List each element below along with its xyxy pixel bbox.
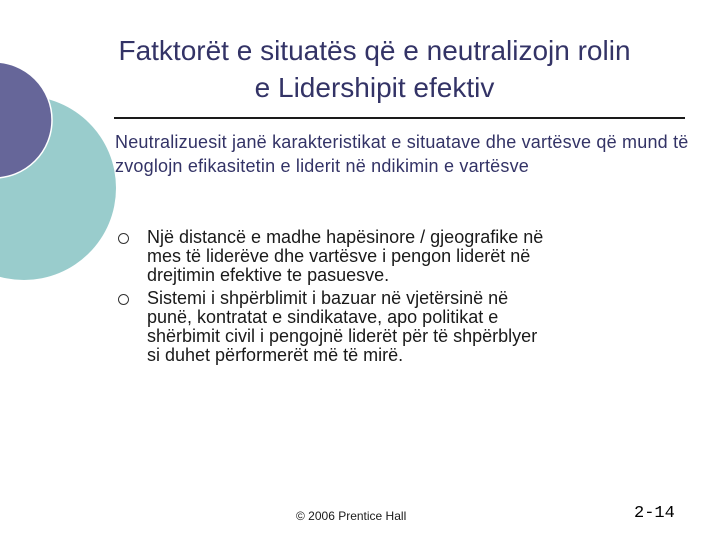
copyright-footer: © 2006 Prentice Hall (296, 509, 407, 523)
hollow-circle-bullet-icon (118, 233, 129, 244)
title-underline (114, 117, 685, 119)
bullet-line: shërbimit civil i pengojnë liderët për të shpërblyer (147, 326, 538, 346)
page-number: 2-14 (634, 504, 675, 523)
bullet-line: Sistemi i shpërblimit i bazuar në vjetërsinë në (147, 288, 509, 308)
bullet-line: drejtimin efektive te pasuesve. (147, 265, 390, 285)
slide-heading: Neutralizuesit janë karakteristikat e situatave dhe vartësve që mund të zvoglojn efikasitetin e liderit në ndikimin e vartësve (115, 132, 689, 176)
bullet-line: punë, kontratat e sindikatave, apo politikat e (147, 307, 499, 327)
bullet-line: Një distancë e madhe hapësinore / gjeografike në (147, 227, 544, 247)
bullet-line: si duhet përformerët më të mirë. (147, 345, 404, 365)
bullet-line: mes të liderëve dhe vartësve i pengon liderët në (147, 246, 531, 266)
hollow-circle-bullet-icon (118, 294, 129, 305)
slide-title: Fatktorët e situatës që e neutralizojn rolin e Lidershipit efektiv (118, 35, 631, 103)
bullet-list (118, 228, 698, 365)
bullet-item (118, 289, 698, 365)
bullet-item (118, 228, 698, 285)
